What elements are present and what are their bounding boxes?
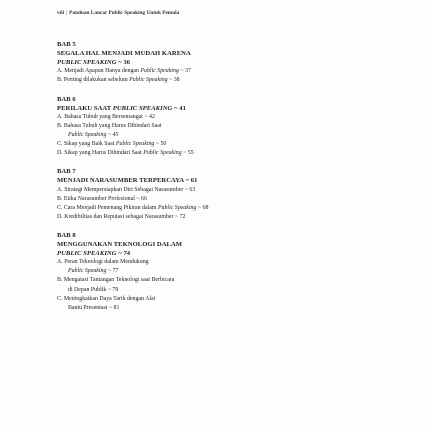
text-segment: di Depan Publik ~ 79	[68, 286, 119, 293]
chapter-label: BAB 7	[57, 168, 76, 176]
text-segment: B. Penting dilakukan sebelum	[57, 77, 130, 84]
text-segment: C. Cara Menjadi Pemenang Pikiran dalam	[57, 204, 158, 211]
toc-entry-line	[57, 186, 387, 195]
chapter-title-line	[57, 104, 387, 113]
text-segment: PUBLIC SPEAKING	[57, 250, 117, 258]
book-title: Panduan Lancar Public Speaking Untuk Pemula	[69, 10, 180, 16]
toc-entry-line	[57, 140, 387, 149]
toc-entry	[57, 258, 387, 276]
toc-entry-line	[57, 149, 387, 158]
text-segment: ~ 68	[196, 204, 209, 211]
toc-entry-line	[57, 113, 387, 122]
text-segment: ~ 41	[172, 104, 186, 112]
text-segment: Public Speaking	[143, 150, 182, 157]
toc-entry	[57, 295, 387, 313]
toc-entry	[57, 122, 387, 140]
toc-entry	[57, 213, 387, 222]
toc-entry-line	[57, 258, 387, 267]
chapter-title-line	[57, 240, 387, 249]
chapter-label: BAB 5	[57, 41, 76, 48]
text-segment: Public Speaking	[157, 204, 197, 211]
toc-entry-line	[57, 267, 387, 276]
text-segment: ~ 38	[167, 77, 180, 84]
text-segment: PUBLIC SPEAKING	[57, 59, 117, 67]
text-segment: B. Mengatasi Tantangan Teknologi saat Berbicara	[57, 277, 175, 284]
toc-entry-line	[57, 286, 387, 295]
text-segment: MENGGUNAKAN TEKNOLOGI DALAM	[57, 241, 183, 249]
toc-entry-line	[57, 67, 387, 76]
chapter	[57, 231, 387, 313]
text-segment: Public Speaking	[140, 68, 179, 75]
toc-entry-line	[57, 195, 387, 204]
chapter-title-line	[57, 249, 387, 258]
text-segment: PUBLIC SPEAKING	[112, 104, 173, 112]
text-segment: MENJADI NARASUMBER TERPERCAYA ~ 61	[57, 177, 198, 185]
text-segment: Public Speaking	[129, 77, 168, 84]
chapter	[57, 40, 387, 85]
text-segment: Bantu Presentasi ~ 81	[68, 304, 120, 311]
header-separator: |	[66, 10, 68, 16]
text-segment: ~ 50	[154, 141, 167, 148]
text-segment: ~ 36	[116, 59, 131, 67]
text-segment: Public Speaking	[68, 268, 107, 275]
text-segment: D. Sikap yang Harus Dihindari Saat	[57, 150, 144, 157]
toc-entry	[57, 67, 387, 76]
toc-entry	[57, 204, 387, 213]
toc-entry-line	[57, 304, 387, 313]
chapter	[57, 167, 387, 222]
text-segment: ~ 74	[116, 250, 131, 258]
page-number: viii	[57, 10, 65, 16]
text-segment: C. Sikap yang Baik Saat	[57, 141, 116, 148]
text-segment: PERILAKU SAAT	[57, 104, 113, 112]
chapter-label: BAB 6	[57, 95, 76, 103]
toc-entry-line	[57, 295, 387, 304]
text-segment: Public Speaking	[68, 131, 107, 138]
text-segment: A. Peran Teknologi dalam Mendukung	[57, 259, 149, 266]
text-segment: A. Menjadi Apapun Hanya dengan	[57, 68, 141, 75]
chapter	[57, 95, 387, 159]
text-segment: ~ 77	[106, 268, 119, 275]
toc-entry	[57, 140, 387, 149]
toc-entry	[57, 76, 387, 85]
chapter-title-line	[57, 176, 387, 185]
text-segment: ~ 55	[181, 150, 194, 157]
toc-entry	[57, 276, 387, 294]
page-header	[57, 10, 179, 17]
text-segment: D. Kredibilitas dan Reputasi sebagai Narasumber ~ 72	[57, 213, 186, 220]
toc-entry	[57, 186, 387, 195]
text-segment: B. Bahasa Tubuh yang Harus Dihindari Saat	[57, 122, 162, 129]
toc-entry	[57, 149, 387, 158]
toc-entry-line	[57, 204, 387, 213]
text-segment: ~ 45	[106, 131, 119, 138]
toc-entry-line	[57, 213, 387, 222]
text-segment: Public Speaking	[115, 141, 155, 148]
text-segment: B. Etika Narasumber Profesional ~ 66	[57, 195, 147, 202]
chapter-label: BAB 8	[57, 231, 76, 239]
text-segment: ~ 37	[178, 68, 191, 75]
toc-entry-line	[57, 131, 387, 140]
toc-entry	[57, 113, 387, 122]
text-segment: C. Meningkatkan Daya Tarik dengan Alat	[57, 295, 156, 302]
toc-entry-line	[57, 122, 387, 131]
chapter-title-line	[57, 58, 387, 67]
chapter-title-line	[57, 49, 387, 58]
toc-entry-line	[57, 276, 387, 285]
text-segment: A. Bahasa Tubuh yang Bersemangat ~ 42	[57, 113, 155, 120]
text-segment: A. Strategi Mempersiapkan Diri Sebagai Narasumber ~ 63	[57, 186, 196, 193]
text-segment: SEGALA HAL MENJADI MUDAH KARENA	[57, 50, 191, 58]
toc-entry	[57, 195, 387, 204]
table-of-contents	[57, 40, 387, 322]
toc-entry-line	[57, 76, 387, 85]
